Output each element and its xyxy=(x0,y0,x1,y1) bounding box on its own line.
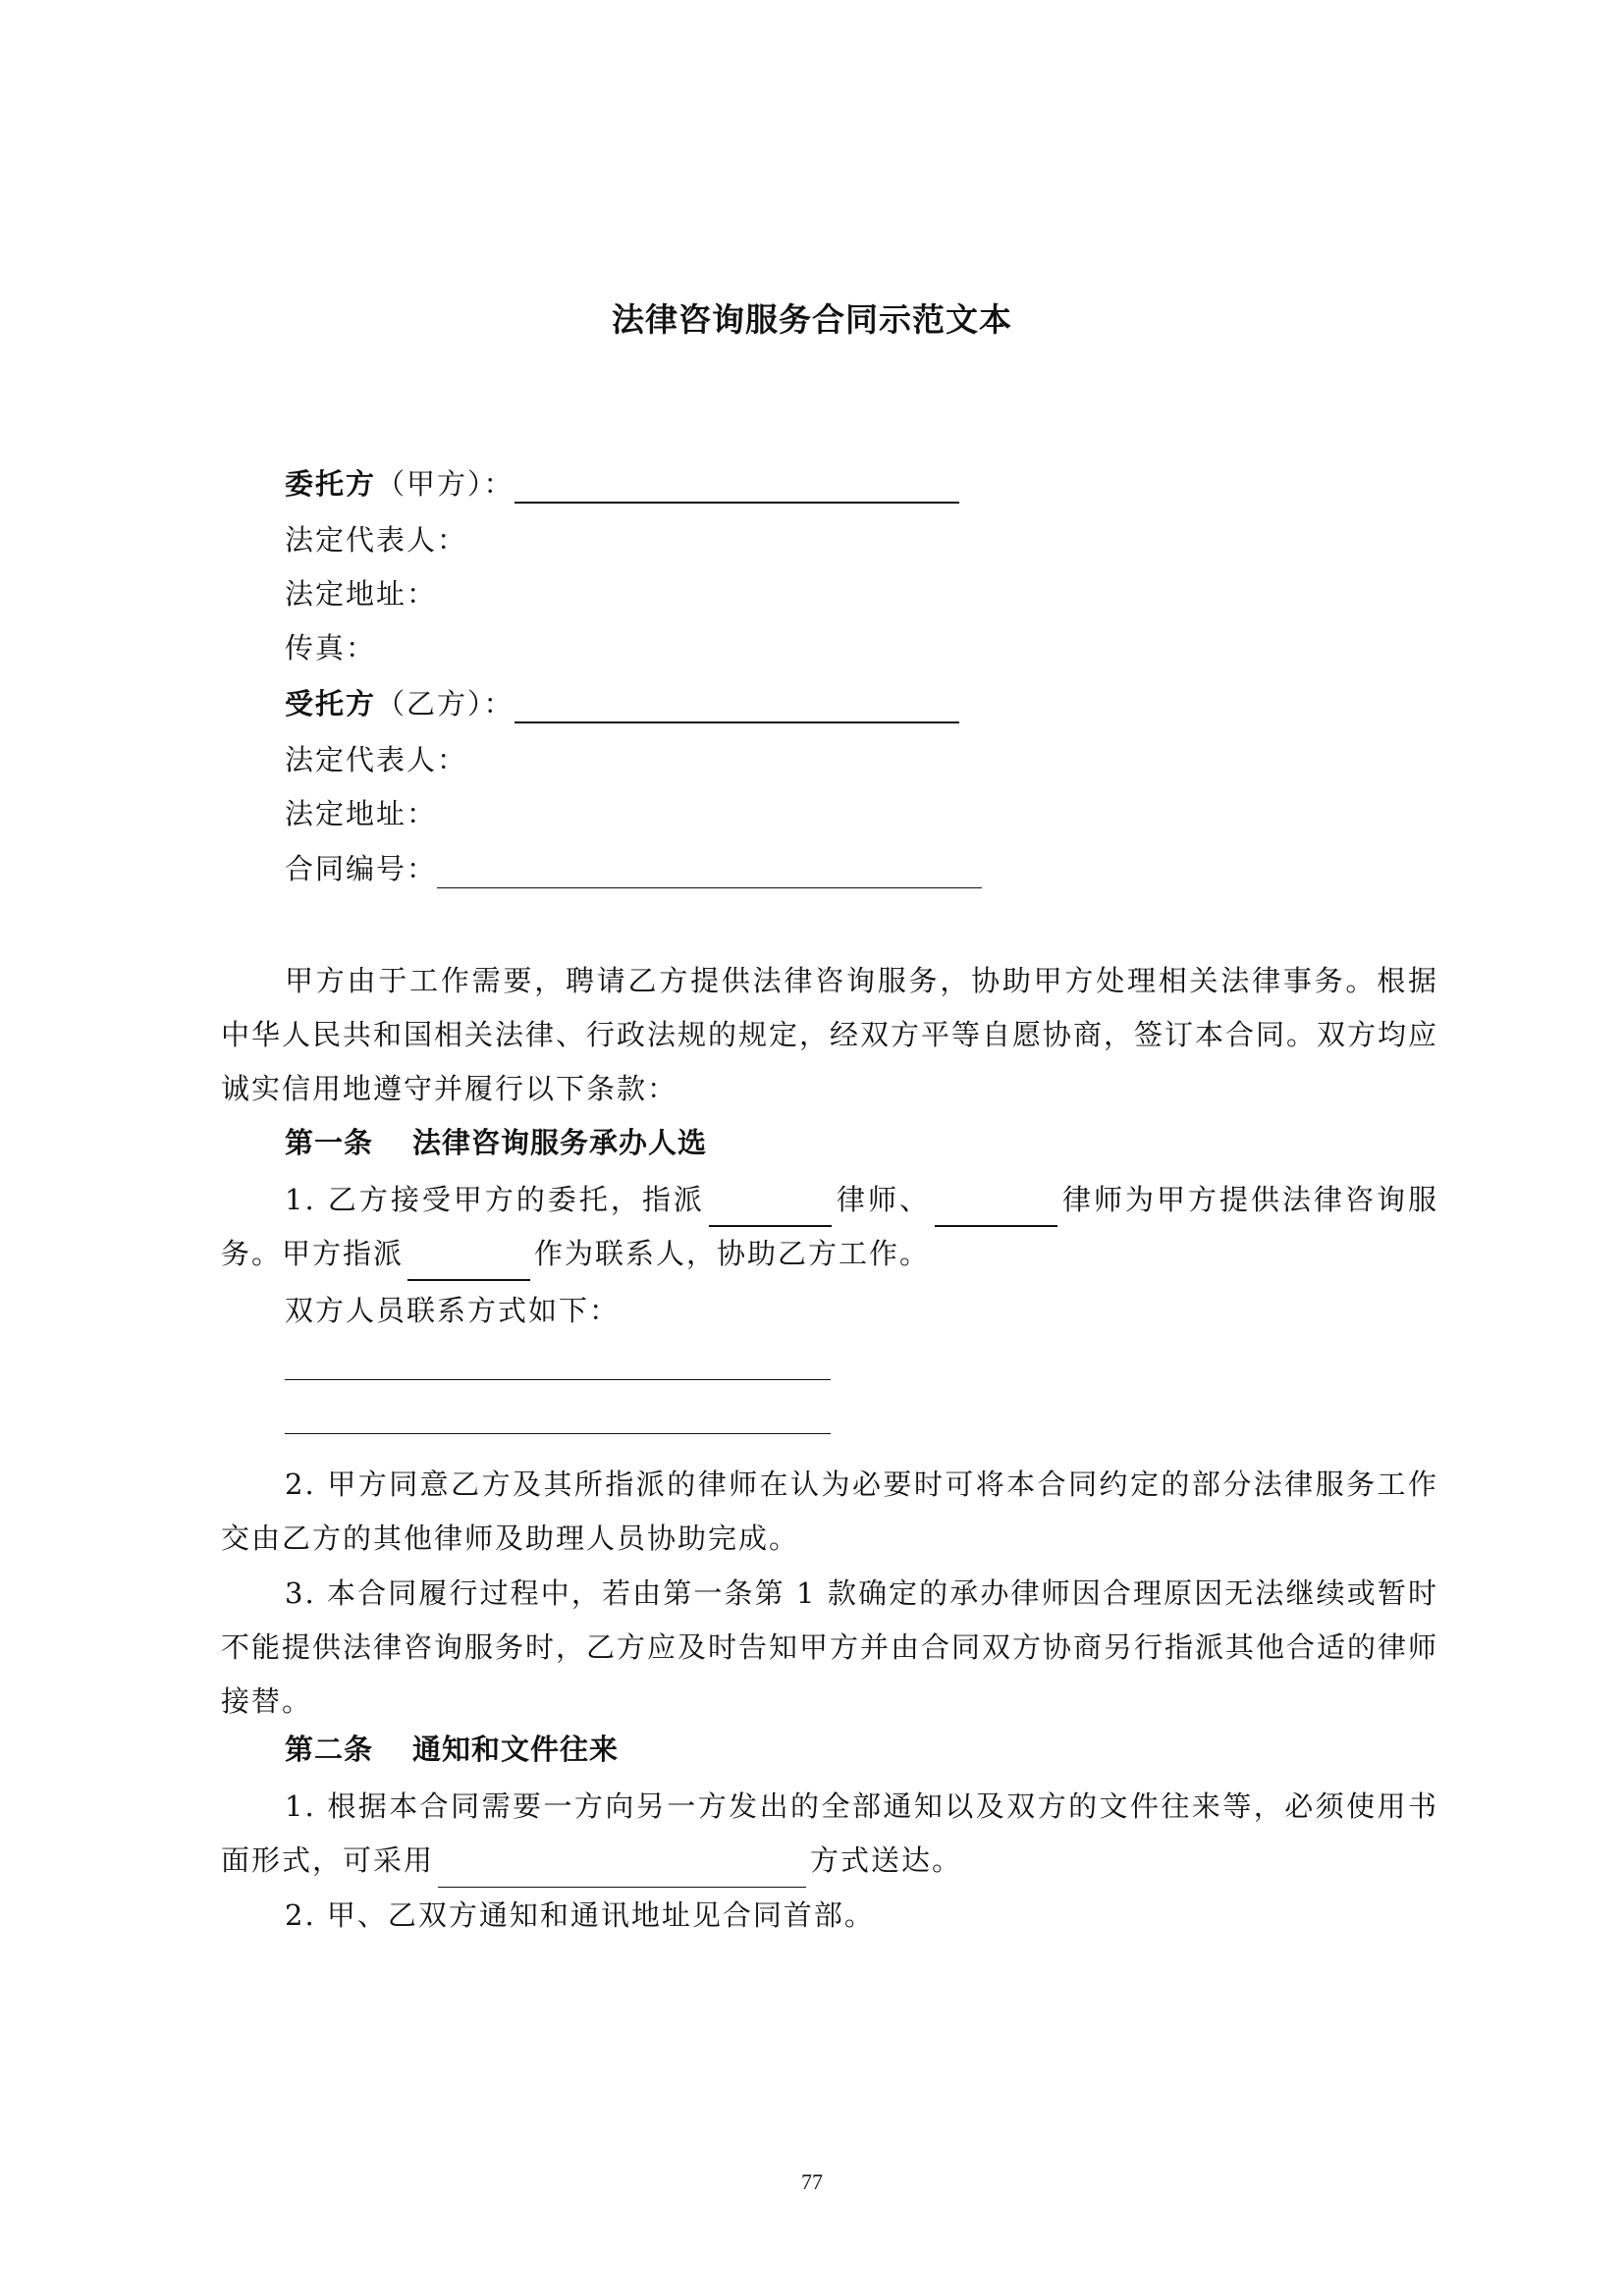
agent-address-field: 法定地址： xyxy=(285,797,438,830)
delivery-method-blank[interactable] xyxy=(438,1855,806,1888)
page-number: 77 xyxy=(801,2169,823,2194)
contract-no-blank[interactable] xyxy=(437,858,982,888)
article1-title: 法律咨询服务承办人选 xyxy=(412,1126,708,1159)
contacts-label: 双方人员联系方式如下： xyxy=(285,1294,621,1327)
client-name-blank[interactable] xyxy=(514,472,959,504)
agent-name-blank[interactable] xyxy=(514,692,959,723)
lawyer1-blank[interactable] xyxy=(709,1194,832,1227)
article2-clause1 xyxy=(221,1780,1438,1888)
lawyer2-blank[interactable] xyxy=(935,1194,1057,1227)
article1-clause1-text-3: 律师为甲方提供法律咨询服务。甲方指派 xyxy=(221,1183,1438,1270)
client-suffix: （甲方）： xyxy=(376,467,514,501)
article1-number: 第一条 xyxy=(285,1126,374,1159)
agent-rep-field: 法定代表人： xyxy=(285,743,468,776)
contact-line-2[interactable] xyxy=(285,1433,831,1434)
article2-clause2: 2. 甲、乙双方通知和通讯地址见合同首部。 xyxy=(285,1898,875,1932)
intro-paragraph: 甲方由于工作需要，聘请乙方提供法律咨询服务，协助甲方处理相关法律事务。根据中华人民共和国相关法律、行政法规的规定，经双方平等自愿协商，签订本合同。双方均应诚实信用地遵守并履行以下条款： xyxy=(221,964,1439,1105)
article1-clause1 xyxy=(221,1173,1438,1281)
article1-clause1-text-1: 1. 乙方接受甲方的委托，指派 xyxy=(285,1183,705,1216)
article1-clause1-text-2: 律师、 xyxy=(835,1183,931,1216)
article1-clause3: 3. 本合同履行过程中，若由第一条第 1 款确定的承办律师因合理原因无法继续或暂时不能提供法律咨询服务时，乙方应及时告知甲方并由合同双方协商另行指派其他合适的律师接替。 xyxy=(221,1576,1439,1718)
agent-field xyxy=(285,684,959,723)
article1-clause2: 2. 甲方同意乙方及其所指派的律师在认为必要时可将本合同约定的部分法律服务工作交由乙方的其他律师及助理人员协助完成。 xyxy=(221,1468,1438,1555)
client-fax-field: 传真： xyxy=(285,631,377,665)
article1-clause1-text-4: 作为联系人，协助乙方工作。 xyxy=(534,1237,931,1270)
client-label: 委托方 xyxy=(285,467,377,501)
article1-heading xyxy=(285,1123,707,1162)
article2-title: 通知和文件往来 xyxy=(412,1733,620,1766)
article2-clause1-text-1: 1. 根据本合同需要一方向另一方发出的全部通知以及双方的文件往来等，必须使用书面形式，可采用 xyxy=(221,1789,1438,1877)
contact-person-blank[interactable] xyxy=(407,1248,530,1281)
client-address-field: 法定地址： xyxy=(285,577,438,611)
contract-no-field xyxy=(285,849,982,888)
client-rep-field: 法定代表人： xyxy=(285,523,468,557)
contract-no-label: 合同编号： xyxy=(285,852,438,885)
article2-clause1-text-2: 方式送达。 xyxy=(810,1843,963,1877)
article2-heading xyxy=(285,1730,619,1769)
contact-line-1[interactable] xyxy=(285,1379,831,1380)
agent-label: 受托方 xyxy=(285,687,377,721)
article2-number: 第二条 xyxy=(285,1733,374,1766)
document-title: 法律咨询服务合同示范文本 xyxy=(612,300,1012,339)
agent-suffix: （乙方）： xyxy=(376,687,514,721)
client-field xyxy=(285,464,959,504)
